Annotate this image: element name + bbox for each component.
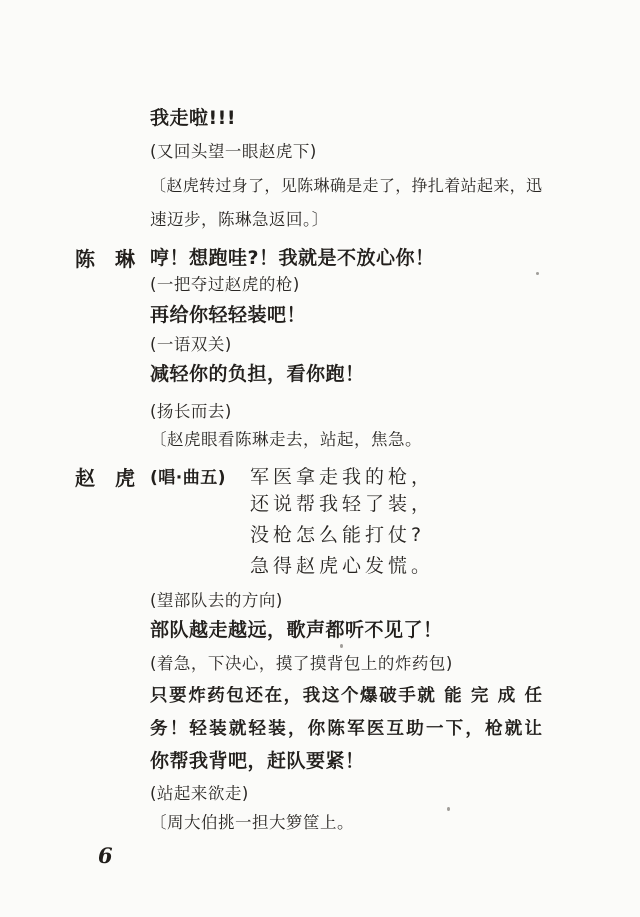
speaker-name: 赵 虎: [75, 466, 135, 490]
scan-speck: [447, 807, 450, 811]
dialogue-row: [0, 243, 640, 271]
speech-line: 只要炸药包还在，我这个爆破手就 能 完 成 任: [150, 686, 542, 706]
page-number: 6: [98, 843, 113, 868]
stage-direction-line: (站起来欲走): [150, 784, 249, 803]
speech-line: 你帮我背吧，赶队要紧！: [150, 750, 365, 772]
speaker-name: 陈 琳: [75, 247, 135, 271]
scene-direction-line: 〔周大伯挑一担大箩筐上。: [150, 813, 354, 832]
verse-line: 急得赵虎心发慌。: [250, 555, 435, 577]
verse-line: 没枪怎么能打仗?: [250, 524, 426, 546]
speech-line: 减轻你的负担，看你跑！: [150, 363, 365, 385]
speech-line: 哼！想跑哇?！我就是不放心你！: [150, 247, 435, 269]
stage-direction-line: (一语双关): [150, 335, 232, 354]
scan-speck: [536, 272, 539, 275]
speech-line: 我走啦!!!: [150, 107, 236, 129]
stage-direction-line: (又回头望一眼赵虎下): [150, 142, 317, 161]
speech-line: 务！轻装就轻装，你陈军医互助一下，枪就让: [150, 719, 542, 739]
scene-direction-line: 〔赵虎眼看陈琳走去，站起，焦急。: [150, 430, 422, 449]
scan-speck: [340, 644, 343, 648]
speech-line: 部队越走越远，歌声都听不见了！: [150, 619, 443, 641]
scene-direction-line: 〔赵虎转过身了，见陈琳确是走了，挣扎着站起来，迅: [150, 177, 542, 195]
song-cue-label: (唱·曲五): [150, 468, 226, 488]
stage-direction-line: (扬长而去): [150, 402, 232, 421]
verse-line: 还说帮我轻了装，: [250, 493, 435, 515]
speech-line: 再给你轻轻装吧！: [150, 304, 307, 326]
verse-row: [0, 462, 640, 490]
verse-line: 军医拿走我的枪，: [250, 466, 435, 488]
stage-direction-line: (一把夺过赵虎的枪): [150, 275, 300, 294]
stage-direction-line: (望部队去的方向): [150, 591, 283, 610]
stage-direction-line: (着急，下决心，摸了摸背包上的炸药包): [150, 654, 453, 673]
scene-direction-line: 速迈步，陈琳急返回。〕: [150, 210, 329, 229]
